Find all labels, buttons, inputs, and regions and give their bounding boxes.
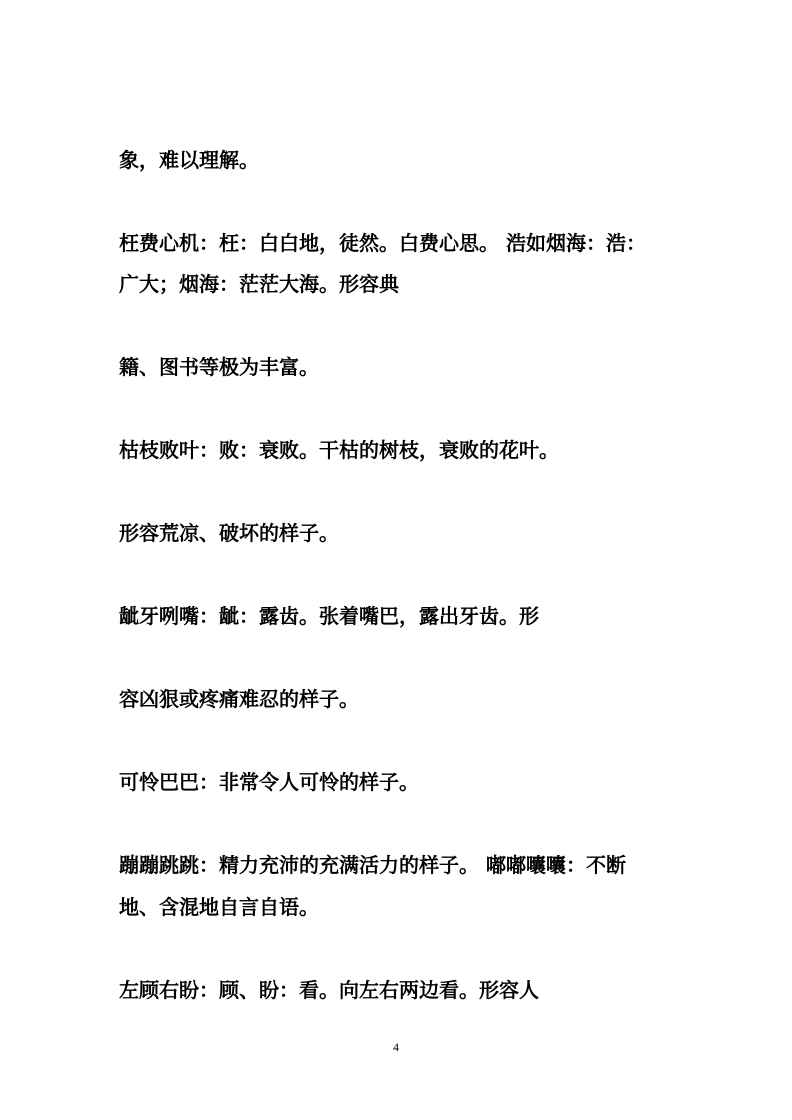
page-number: 4 [393,1040,399,1054]
text-line-6: 形容荒凉、破坏的样子。 [119,521,339,545]
text-line-11: 地、含混地自言自语。 [119,895,319,919]
text-line-5: 枯枝败叶：败：衰败。干枯的树枝，衰败的花叶。 [119,438,559,462]
text-line-10: 蹦蹦跳跳：精力充沛的充满活力的样子。 嘟嘟囔囔：不断 [119,853,626,877]
text-line-12: 左顾右盼：顾、盼：看。向左右两边看。形容人 [119,978,539,1002]
text-line-3: 广大；烟海：茫茫大海。形容典 [119,272,399,296]
text-line-1: 象，难以理解。 [119,148,259,172]
text-line-4: 籍、图书等极为丰富。 [119,355,319,379]
text-line-8: 容凶狠或疼痛难忍的样子。 [119,687,359,711]
text-line-7: 龇牙咧嘴：龇：露齿。张着嘴巴，露出牙齿。形 [119,604,539,628]
text-line-9: 可怜巴巴：非常令人可怜的样子。 [119,770,419,794]
text-line-2: 枉费心机：枉：白白地，徒然。白费心思。 浩如烟海：浩： [119,231,646,255]
